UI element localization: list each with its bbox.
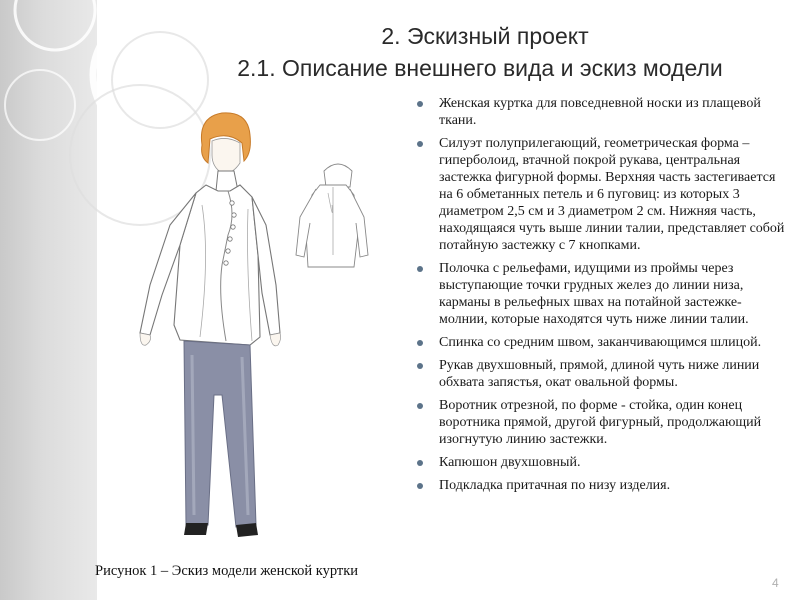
- figure-caption: Рисунок 1 – Эскиз модели женской куртки: [95, 563, 359, 579]
- bullet-icon: [417, 141, 423, 147]
- bullet-icon: [417, 460, 423, 466]
- hand: [140, 333, 151, 345]
- bullet-icon: [417, 403, 423, 409]
- description-item: Полочка с рельефами, идущими из проймы через выступающие точки грудных желез до линии низа, карманы в рельефных швах на потайной застежке-молнии, которые находятся чуть ниже линии талии.: [413, 260, 785, 328]
- bullet-icon: [417, 340, 423, 346]
- jacket-sketch-illustration: [110, 105, 410, 555]
- title-block: [180, 20, 780, 84]
- face: [212, 138, 240, 173]
- front-figure: [140, 113, 281, 537]
- hood: [324, 164, 352, 187]
- hand: [270, 333, 281, 346]
- page-number: 4: [772, 576, 779, 590]
- description-item: Капюшон двухшовный.: [413, 454, 785, 471]
- bullet-icon: [417, 483, 423, 489]
- bullet-icon: [417, 266, 423, 272]
- description-item: Подкладка притачная по низу изделия.: [413, 477, 785, 494]
- back-view-sketch: [296, 164, 368, 267]
- shoe: [236, 523, 258, 537]
- description-item: Рукав двухшовный, прямой, длиной чуть ниже линии обхвата запястья, окат овальной формы.: [413, 357, 785, 391]
- bullet-icon: [417, 363, 423, 369]
- description-item: Женская куртка для повседневной носки из плащевой ткани.: [413, 95, 785, 129]
- description-item: Воротник отрезной, по форме - стойка, один конец воротника прямой, другой фигурный, продолжающий изогнутую линию застежки.: [413, 397, 785, 448]
- subsection-title: 2.1. Описание внешнего вида и эскиз модели: [237, 55, 723, 81]
- description-item: Силуэт полуприлегающий, геометрическая форма – гиперболоид, втачной покрой рукава, центральная застежка фигурной формы. Верхняя часть застегивается на 6 обметанных петель и 6 пуговиц: из которых 3 диаметром 2,5 см и 3 диаметром 2 см. Нижняя часть, находящаяся чуть выше линии талии, представляет собой потайную застежку с 7 кнопками.: [413, 135, 785, 254]
- description-list: [413, 95, 785, 500]
- section-title: 2. Эскизный проект: [381, 23, 589, 49]
- bullet-icon: [417, 101, 423, 107]
- description-item: Спинка со средним швом, заканчивающимся шлицой.: [413, 334, 785, 351]
- shoe: [184, 523, 208, 535]
